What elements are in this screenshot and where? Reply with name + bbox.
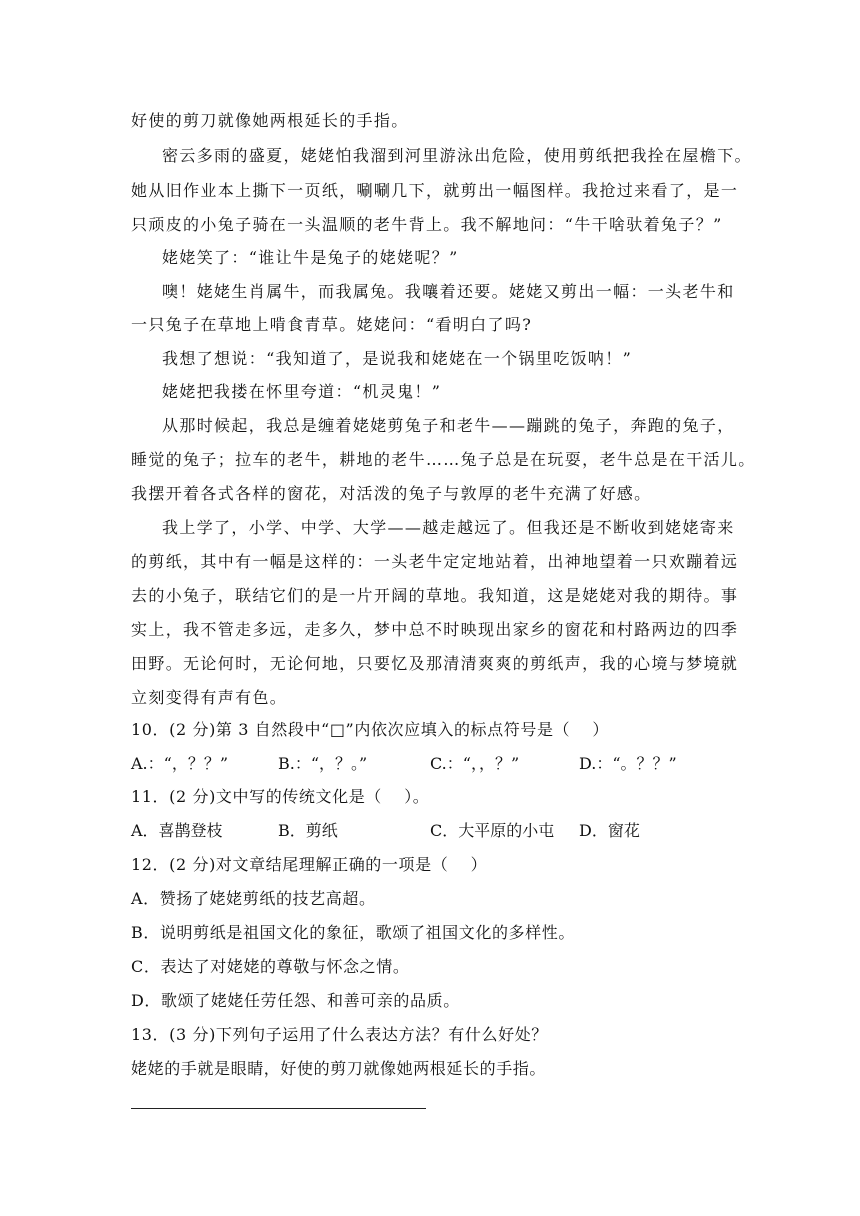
question-13-quote: 姥姥的手就是眼睛，好使的剪刀就像她两根延长的手指。 [131, 1059, 547, 1078]
question-10-option-a[interactable]: A.：“，？？” [131, 754, 229, 773]
passage-line: 姥姥把我搂在怀里夸道：“机灵鬼！” [162, 382, 442, 401]
question-12-option-b[interactable]: B．说明剪纸是祖国文化的象征，歌颂了祖国文化的多样性。 [131, 923, 575, 942]
passage-line: 我上学了，小学、中学、大学——越走越远了。但我还是不断收到姥姥寄来 [162, 518, 735, 537]
passage-line: 一只兔子在草地上啃食青草。姥姥问：“看明白了吗? [131, 315, 533, 334]
question-13-stem: 13．(3 分)下列句子运用了什么表达方法？有什么好处？ [131, 1025, 548, 1044]
question-12-stem: 12．(2 分)对文章结尾理解正确的一项是（ ） [131, 855, 488, 874]
passage-line: 密云多雨的盛夏，姥姥怕我溜到河里游泳出危险，使用剪纸把我拴在屋檐下。 [162, 146, 752, 165]
question-12-option-a[interactable]: A．赞扬了姥姥剪纸的技艺高超。 [131, 889, 376, 908]
passage-line: 睡觉的兔子；拉车的老牛，耕地的老牛……兔子总是在玩耍，老牛总是在干活儿。 [131, 450, 756, 469]
question-11-option-b[interactable]: B．剪纸 [278, 821, 338, 840]
passage-line: 实上，我不管走多远，走多久，梦中总不时映现出家乡的窗花和村路两边的四季 [131, 620, 739, 639]
passage-line: 噢！姥姥生肖属牛，而我属兔。我嚷着还要。姥姥又剪出一幅：一头老牛和 [162, 282, 735, 301]
question-12-option-c[interactable]: C．表达了对姥姥的尊敬与怀念之情。 [131, 957, 410, 976]
passage-line: 好使的剪刀就像她两根延长的手指。 [131, 111, 409, 130]
question-10-option-b[interactable]: B.：“，？。” [278, 754, 368, 773]
passage-line: 从那时候起，我总是缠着姥姥剪兔子和老牛——蹦跳的兔子，奔跑的兔子， [162, 416, 735, 435]
question-10-option-d[interactable]: D.：“。？？” [579, 754, 677, 773]
question-10-stem: 10．(2 分)第 3 自然段中“□”内依次应填入的标点符号是（ ） [131, 720, 610, 739]
question-12-option-d[interactable]: D．歌颂了姥姥任劳任怨、和善可亲的品质。 [131, 991, 460, 1010]
passage-line: 我摆开着各式各样的窗花，对活泼的兔子与敦厚的老牛充满了好感。 [131, 484, 652, 503]
question-10-option-c[interactable]: C.：“，，？” [430, 754, 520, 773]
question-11-option-d[interactable]: D．窗花 [579, 821, 640, 840]
passage-line: 姥姥笑了：“谁让牛是兔子的姥姥呢？” [162, 248, 459, 267]
passage-line: 我想了想说：“我知道了，是说我和姥姥在一个锅里吃饭呐！” [162, 349, 633, 368]
passage-line: 立刻变得有声有色。 [131, 688, 288, 707]
question-11-option-c[interactable]: C．大平原的小屯 [430, 821, 555, 840]
question-11-option-a[interactable]: A．喜鹊登枝 [131, 821, 223, 840]
passage-line: 去的小兔子，联结它们的是一片开阔的草地。我知道，这是姥姥对我的期待。事 [131, 586, 739, 605]
passage-line: 田野。无论何时，无论何地，只要忆及那清清爽爽的剪纸声，我的心境与梦境就 [131, 654, 739, 673]
answer-blank-line[interactable] [131, 1108, 426, 1109]
question-11-stem: 11．(2 分)文中写的传统文化是（ ）。 [131, 787, 430, 806]
passage-line: 她从旧作业本上撕下一页纸，唰唰几下，就剪出一幅图样。我抢过来看了，是一 [131, 181, 739, 200]
passage-line: 的剪纸，其中有一幅是这样的：一头老牛定定地站着，出神地望着一只欢蹦着远 [131, 552, 739, 571]
passage-line: 只顽皮的小兔子骑在一头温顺的老牛背上。我不解地问：“牛干啥驮着兔子？” [131, 215, 723, 234]
